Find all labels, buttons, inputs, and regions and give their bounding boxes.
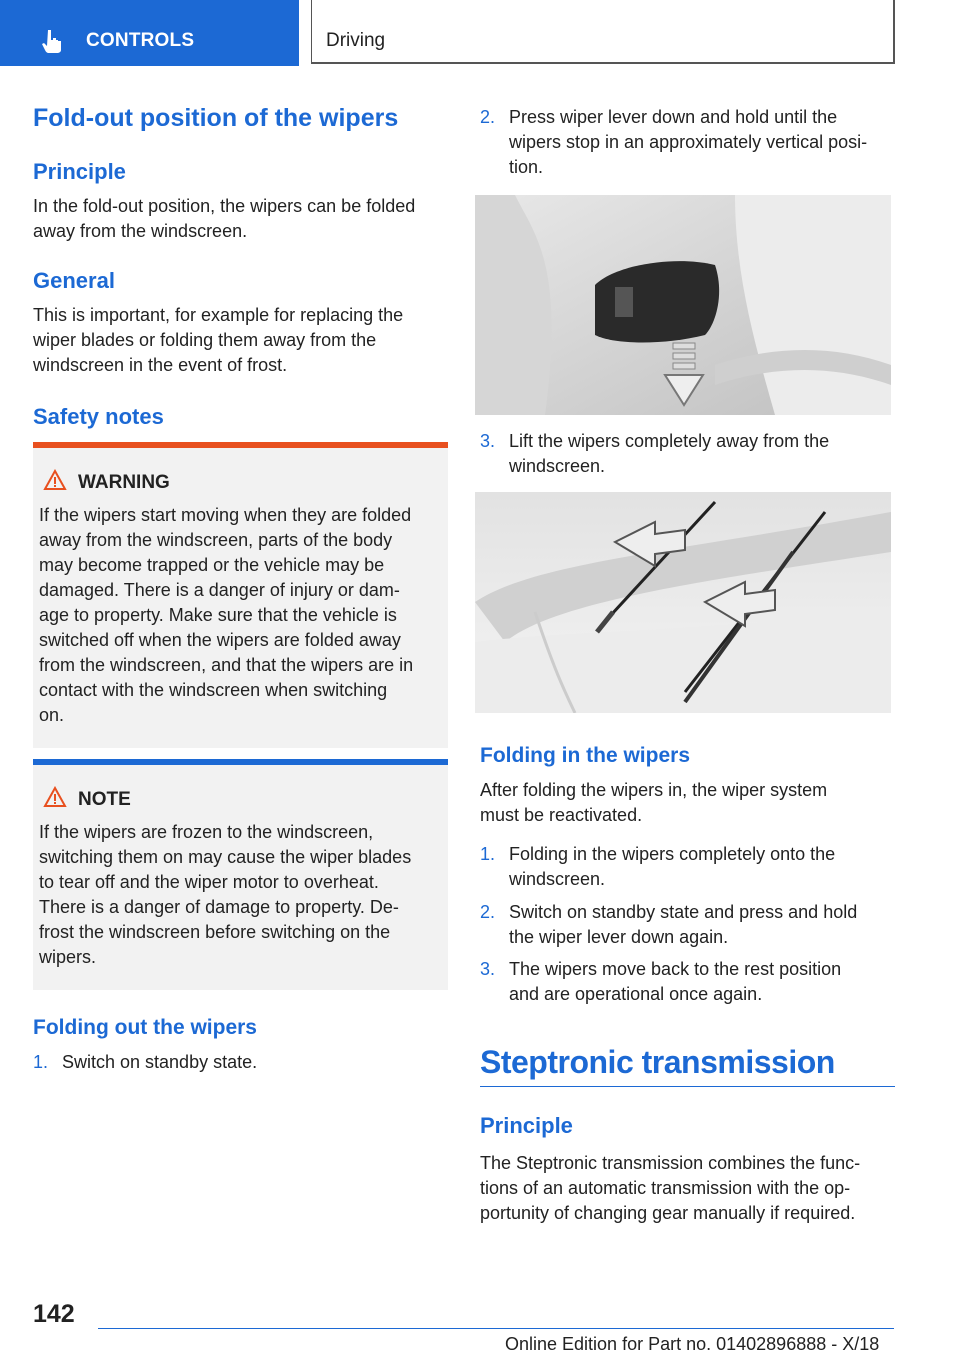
note-bar: [33, 759, 448, 765]
page-number: 142: [33, 1300, 75, 1328]
wipers-lifted-photo: [475, 492, 891, 713]
general-heading: General: [33, 268, 115, 293]
caution-triangle-icon: [43, 786, 67, 808]
general-text: This is important, for example for replacing the wiper blades or folding them away from the windscreen in the event of frost.: [33, 305, 404, 375]
foldin-text: After folding the wipers in, the wiper system must be reactivated.: [480, 780, 828, 825]
list-item: 2. Switch on standby state and press and hold the wiper lever down again.: [480, 902, 858, 947]
steptronic-title: Steptronic transmission: [480, 1044, 835, 1080]
principle-heading: Principle: [33, 159, 126, 184]
list-item: 3. The wipers move back to the rest position and are operational once again.: [480, 959, 842, 1004]
warning-title: WARNING: [78, 472, 170, 493]
footer-rule: [98, 1328, 894, 1329]
note-box: [33, 759, 448, 990]
chapter-header: [311, 0, 895, 64]
note-title: NOTE: [78, 789, 131, 810]
wiper-lever-photo: [475, 195, 891, 415]
section-tab[interactable]: [0, 0, 299, 66]
page-title: Fold-out position of the wipers: [33, 104, 399, 132]
steptronic-principle-heading: Principle: [480, 1113, 573, 1138]
section-divider: [480, 1086, 895, 1087]
hand-pointer-icon: [40, 28, 66, 54]
warning-triangle-icon: [43, 469, 67, 491]
list-item: 1. Switch on standby state.: [33, 1052, 258, 1072]
safety-heading: Safety notes: [33, 404, 164, 429]
section-label: CONTROLS: [86, 30, 195, 51]
principle-text: In the fold-out position, the wipers can be folded away from the windscreen.: [33, 196, 416, 241]
warning-box: [33, 442, 448, 748]
foldin-heading: Folding in the wipers: [480, 744, 690, 767]
chapter-label: Driving: [326, 30, 386, 51]
warning-text: If the wipers start moving when they are folded away from the windscreen, parts of the body may become trapped or the vehicle may be damaged. There is a danger of injury or dam- age to property. Make sure that the vehicle is switched off when the wipers are folded away from the windscreen, and that the wipers are in contact with the windscreen when switching on.: [39, 505, 414, 725]
list-item: 3. Lift the wipers completely away from the windscreen.: [480, 431, 830, 476]
list-item: 1. Folding in the wipers completely onto the windscreen.: [480, 844, 836, 889]
foldout-heading: Folding out the wipers: [33, 1016, 257, 1039]
list-item: 2. Press wiper lever down and hold until the wipers stop in an approximately vertical posi- tion.: [480, 107, 868, 177]
note-text: If the wipers are frozen to the windscreen, switching them on may cause the wiper blades to tear off and the wiper motor to overheat. There is a danger of damage to property. De- frost the windscreen before switching on the wipers.: [39, 822, 412, 967]
steptronic-text: The Steptronic transmission combines the func- tions of an automatic transmission with the op- portunity of changing gear manually if required.: [480, 1153, 861, 1223]
edition-text: Online Edition for Part no. 01402896888 - X/18: [505, 1334, 880, 1354]
warning-bar: [33, 442, 448, 448]
